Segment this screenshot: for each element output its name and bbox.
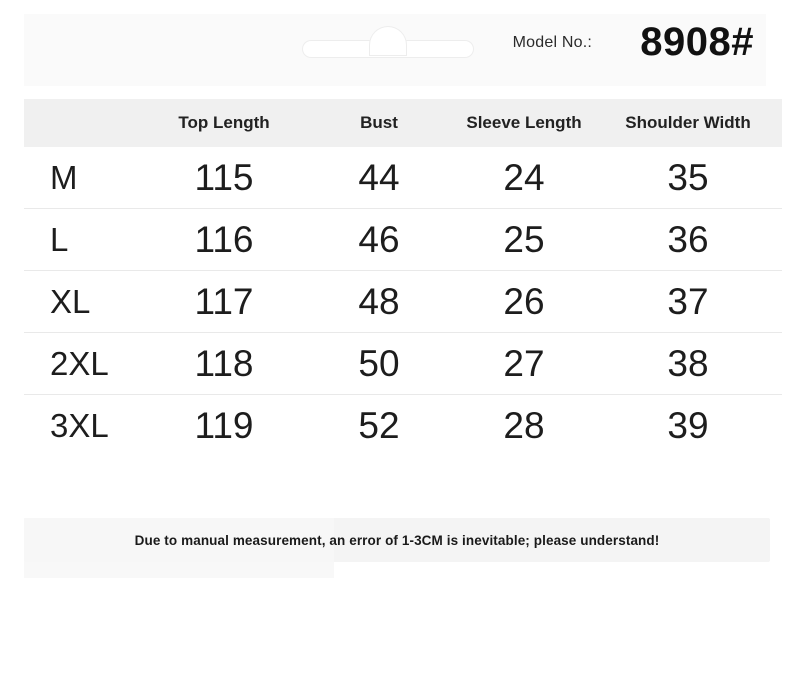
model-number-label: Model No.: <box>512 34 592 51</box>
size-table-container <box>24 99 772 456</box>
cell-sleeve-length: 26 <box>454 271 594 333</box>
cell-sleeve-length: 25 <box>454 209 594 271</box>
table-row <box>24 333 782 395</box>
cell-size: 3XL <box>24 395 144 457</box>
column-header-shoulder-width: Shoulder Width <box>594 99 782 147</box>
table-row <box>24 147 782 209</box>
cell-sleeve-length: 28 <box>454 395 594 457</box>
column-header-bust: Bust <box>304 99 454 147</box>
cell-top-length: 119 <box>144 395 304 457</box>
model-number-value: 8908# <box>640 20 754 64</box>
cell-shoulder-width: 36 <box>594 209 782 271</box>
hang-hole-circle <box>369 26 407 56</box>
cell-size: 2XL <box>24 333 144 395</box>
cell-size: M <box>24 147 144 209</box>
cell-bust: 46 <box>304 209 454 271</box>
cell-top-length: 115 <box>144 147 304 209</box>
cell-shoulder-width: 39 <box>594 395 782 457</box>
column-header-size <box>24 99 144 147</box>
table-row <box>24 395 782 457</box>
size-table-body <box>24 147 782 456</box>
cell-shoulder-width: 37 <box>594 271 782 333</box>
cell-top-length: 116 <box>144 209 304 271</box>
table-row <box>24 209 782 271</box>
cell-bust: 52 <box>304 395 454 457</box>
measurement-disclaimer: Due to manual measurement, an error of 1-3CM is inevitable; please understand! <box>134 532 660 548</box>
cell-sleeve-length: 24 <box>454 147 594 209</box>
cell-bust: 44 <box>304 147 454 209</box>
column-header-sleeve-length: Sleeve Length <box>454 99 594 147</box>
size-table-head <box>24 99 782 147</box>
cell-shoulder-width: 38 <box>594 333 782 395</box>
cell-size: L <box>24 209 144 271</box>
table-header-row <box>24 99 782 147</box>
euro-slot-hang-hole-icon <box>302 26 474 58</box>
column-header-top-length: Top Length <box>144 99 304 147</box>
size-table <box>24 99 782 456</box>
cell-top-length: 117 <box>144 271 304 333</box>
cell-bust: 50 <box>304 333 454 395</box>
cell-sleeve-length: 27 <box>454 333 594 395</box>
cell-size: XL <box>24 271 144 333</box>
table-row <box>24 271 782 333</box>
cell-top-length: 118 <box>144 333 304 395</box>
cell-shoulder-width: 35 <box>594 147 782 209</box>
cell-bust: 48 <box>304 271 454 333</box>
